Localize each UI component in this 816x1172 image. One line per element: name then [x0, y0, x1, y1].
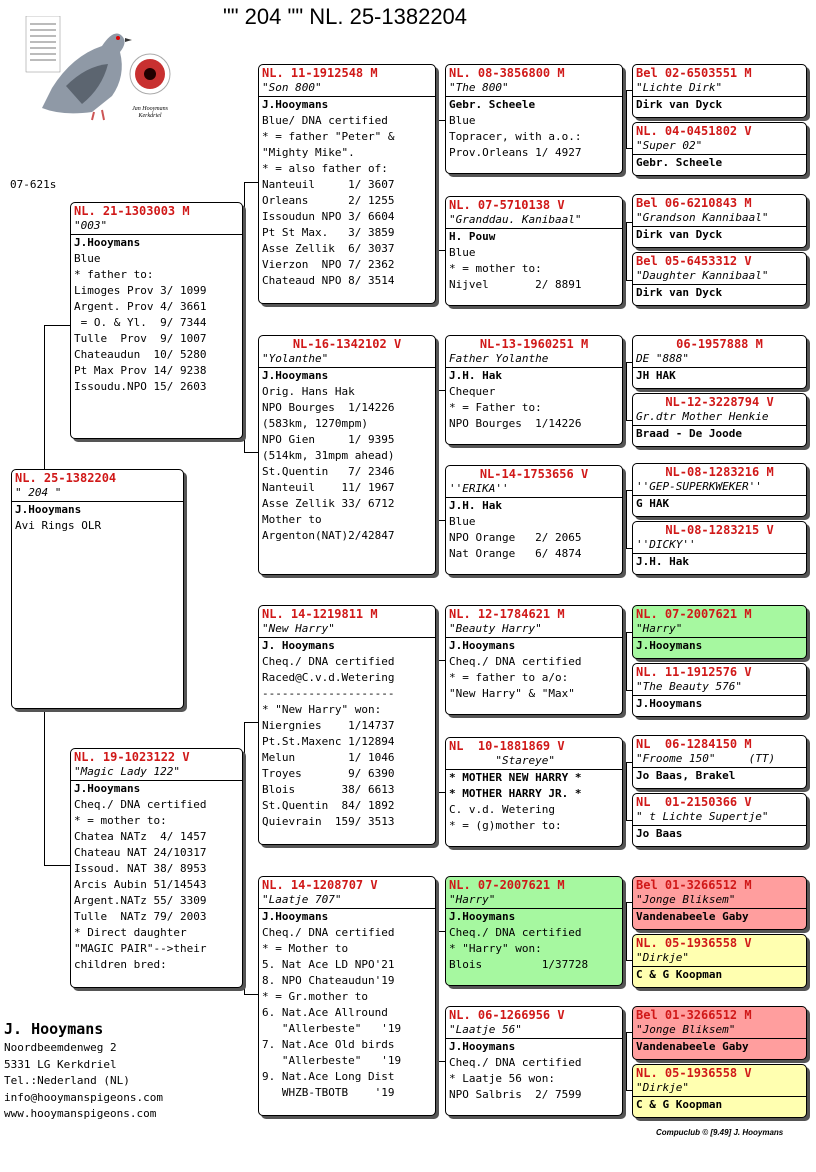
pigeon-card-p0 [11, 469, 184, 709]
pigeon-card-p15 [632, 64, 807, 118]
info-line: Chequer [449, 385, 496, 398]
pigeon-name: "Laatje 56" [446, 1023, 622, 1039]
tree-connector [244, 182, 245, 452]
ring-number: NL. 12-1784621 M [449, 607, 565, 621]
tree-connector [244, 182, 258, 183]
owner-line: J.H. Hak [636, 555, 689, 568]
info-line: Orig. Hans Hak [262, 385, 355, 398]
info-line: Melun 1/ 1046 [262, 751, 395, 764]
owner-line: Jo Baas [636, 827, 683, 840]
info-line: Avi Rings OLR [15, 519, 102, 532]
info-line: Argent.NATz 55/ 3309 [74, 894, 207, 907]
owner-line: Vandenabeele Gaby [636, 910, 749, 923]
ring-number: NL. 07-2007621 M [449, 878, 565, 892]
ring-number: NL. 04-0451802 V [636, 124, 752, 138]
tree-connector [623, 548, 632, 549]
pigeon-name: DE "888" [633, 352, 806, 368]
info-line: Blue/ DNA certified [262, 114, 388, 127]
pigeon-name: "Laatje 707" [259, 893, 435, 909]
owner-line: Vandenabeele Gaby [636, 1040, 749, 1053]
info-line: Cheq./ DNA certified [449, 926, 582, 939]
tree-connector [436, 390, 445, 391]
info-line: Blois 38/ 6613 [262, 783, 395, 796]
owner-line: J.Hooymans [262, 98, 329, 111]
tree-connector [244, 452, 258, 453]
tree-connector [626, 362, 627, 420]
owner-line: Gebr. Scheele [449, 98, 536, 111]
pigeon-name: "The Beauty 576" [633, 680, 806, 696]
info-line: (583km, 1270mpm) [262, 417, 368, 430]
tree-connector [623, 148, 632, 149]
pigeon-card-p13 [445, 876, 623, 986]
ring-number: NL. 08-3856800 M [449, 66, 565, 80]
ring-number: NL. 05-1936558 V [636, 936, 752, 950]
pigeon-name: ''DICKY'' [633, 538, 806, 554]
ring-number: NL-13-1960251 M [479, 337, 589, 351]
pigeon-card-p5 [258, 605, 436, 845]
info-line: Nijvel 2/ 8891 [449, 278, 582, 291]
pigeon-name: ''ERIKA'' [446, 482, 622, 498]
ring-number: NL. 14-1208707 V [262, 878, 378, 892]
info-line: "Mighty Mike". [262, 146, 355, 159]
breeder-city: 5331 LG Kerkdriel [4, 1057, 117, 1071]
info-line: St.Quentin 7/ 2346 [262, 465, 395, 478]
info-line: * = Father to: [449, 401, 542, 414]
tree-connector [623, 280, 632, 281]
info-line: * = mother to: [449, 262, 542, 275]
owner-line: J.Hooymans [449, 910, 516, 923]
info-line: Argent. Prov 4/ 3661 [74, 300, 207, 313]
breeder-info [4, 1018, 163, 1123]
owner-line: G HAK [636, 497, 670, 510]
pedigree-code: 07-621s [10, 178, 57, 191]
pigeon-card-p28 [632, 934, 807, 988]
pigeon-card-p24 [632, 663, 807, 717]
pigeon-card-p17 [632, 194, 807, 248]
pigeon-card-p26 [632, 793, 807, 847]
pigeon-card-p6 [258, 876, 436, 1116]
pigeon-name: " 204 " [12, 486, 183, 502]
tree-connector [623, 222, 632, 223]
pigeon-card-p3 [258, 64, 436, 304]
info-line: (514km, 31mpm ahead) [262, 449, 395, 462]
info-line: Quievrain 159/ 3513 [262, 815, 395, 828]
info-line: Blue [449, 114, 476, 127]
pigeon-name: "Froome 150" (TT) [633, 752, 806, 768]
info-line: Blue [74, 252, 101, 265]
tree-connector [626, 902, 627, 960]
pigeon-name: "Dirkje" [633, 951, 806, 967]
owner-line: Gebr. Scheele [636, 156, 723, 169]
owner-line: Jo Baas, Brakel [636, 769, 736, 782]
info-line: Pt Max Prov 14/ 9238 [74, 364, 207, 377]
breeder-website[interactable]: www.hooymanspigeons.com [4, 1107, 157, 1120]
info-line: Cheq./ DNA certified [74, 798, 207, 811]
ring-number: NL. 07-2007621 M [636, 607, 752, 621]
tree-connector [623, 420, 632, 421]
info-line: * MOTHER HARRY JR. * [449, 787, 582, 800]
pigeon-card-p11 [445, 605, 623, 715]
tree-connector [44, 325, 45, 469]
ring-number: Bel 05-6453312 V [636, 254, 752, 268]
pigeon-name: "Daughter Kannibaal" [633, 269, 806, 285]
tree-connector [623, 1032, 632, 1033]
tree-connector [626, 90, 627, 148]
owner-line: J.Hooymans [636, 697, 703, 710]
owner-line: * MOTHER NEW HARRY * [449, 771, 582, 784]
tree-connector [623, 690, 632, 691]
pigeon-card-p20 [632, 393, 807, 447]
owner-line: Braad - De Joode [636, 427, 742, 440]
tree-connector [438, 931, 439, 1061]
tree-connector [244, 722, 258, 723]
info-line: NPO Bourges 1/14226 [262, 401, 395, 414]
pigeon-card-p30 [632, 1064, 807, 1118]
ring-number: NL 06-1284150 M [636, 737, 752, 751]
pigeon-card-p23 [632, 605, 807, 659]
tree-connector [623, 632, 632, 633]
tree-connector [44, 709, 45, 865]
pigeon-card-p9 [445, 335, 623, 445]
owner-line: Dirk van Dyck [636, 286, 723, 299]
pigeon-card-p16 [632, 122, 807, 176]
info-line: 5. Nat Ace LD NPO'21 [262, 958, 395, 971]
pigeon-name: "Harry" [633, 622, 806, 638]
pigeon-name: "Granddau. Kanibaal" [446, 213, 622, 229]
tree-connector [244, 994, 258, 995]
ring-number: NL. 05-1936558 V [636, 1066, 752, 1080]
tree-connector [626, 490, 627, 548]
info-line: Argenton(NAT)2/42847 [262, 529, 395, 542]
info-line: Blue [449, 515, 476, 528]
breeder-name: J. Hooymans [4, 1020, 104, 1038]
tree-connector [438, 660, 439, 792]
info-line: NPO Orange 2/ 2065 [449, 531, 582, 544]
owner-line: C & G Koopman [636, 968, 723, 981]
info-line: C. v.d. Wetering [449, 803, 555, 816]
info-line: * = Mother to [262, 942, 349, 955]
footer-credit: Compuclub © [9.49] J. Hooymans [656, 1128, 784, 1137]
ring-number: 06-1957888 M [676, 337, 763, 351]
logo-text-1: Jan Hooymans [132, 106, 168, 112]
owner-line: J.Hooymans [262, 910, 329, 923]
pigeon-name: Father Yolanthe [446, 352, 622, 368]
pigeon-name: "Jonge Bliksem" [633, 893, 806, 909]
info-line: * Laatje 56 won: [449, 1072, 555, 1085]
ring-number: Bel 02-6503551 M [636, 66, 752, 80]
info-line: Arcis Aubin 51/14543 [74, 878, 207, 891]
pigeon-name: "Jonge Bliksem" [633, 1023, 806, 1039]
tree-connector [436, 792, 445, 793]
pigeon-card-p12 [445, 737, 623, 847]
tree-connector [623, 902, 632, 903]
tree-connector [623, 490, 632, 491]
tree-connector [438, 120, 439, 250]
tree-connector [436, 660, 445, 661]
tree-connector [623, 960, 632, 961]
owner-line: J.Hooymans [449, 639, 516, 652]
tree-connector [436, 120, 445, 121]
tree-connector [244, 722, 245, 994]
info-line: Blue [449, 246, 476, 259]
breeder-tel: Tel.:Nederland (NL) [4, 1074, 130, 1087]
info-line: * = father to a/o: [449, 671, 569, 684]
ring-number: NL. 21-1303003 M [74, 204, 190, 218]
info-line: Raced@C.v.d.Wetering [262, 671, 395, 684]
info-line: Tulle NATz 79/ 2003 [74, 910, 207, 923]
pigeon-name: "003" [71, 219, 242, 235]
pigeon-card-p7 [445, 64, 623, 174]
ring-number: Bel 01-3266512 M [636, 1008, 752, 1022]
tree-connector [626, 222, 627, 280]
pigeon-name: "Dirkje" [633, 1081, 806, 1097]
ring-number: NL. 19-1023122 V [74, 750, 190, 764]
info-line: Chateau NAT 24/10317 [74, 846, 207, 859]
info-line: Issoudu.NPO 15/ 2603 [74, 380, 207, 393]
breeder-email[interactable]: info@hooymanspigeons.com [4, 1090, 163, 1104]
info-line: 9. Nat.Ace Long Dist [262, 1070, 395, 1083]
owner-line: H. Pouw [449, 230, 496, 243]
pigeon-card-p29 [632, 1006, 807, 1060]
pigeon-name: "Son 800" [259, 81, 435, 97]
owner-line: Dirk van Dyck [636, 98, 723, 111]
info-line: 6. Nat.Ace Allround [262, 1006, 388, 1019]
pigeon-card-p2 [70, 748, 243, 988]
owner-line: J.Hooymans [74, 236, 141, 249]
info-line: Cheq./ DNA certified [449, 655, 582, 668]
info-line: Nanteuil 1/ 3607 [262, 178, 395, 191]
tree-connector [626, 1032, 627, 1090]
pigeon-card-p19 [632, 335, 807, 389]
info-line: Cheq./ DNA certified [262, 655, 395, 668]
pigeon-card-p4 [258, 335, 436, 575]
ring-number: NL-08-1283216 M [665, 465, 774, 479]
owner-line: J.H. Hak [449, 499, 502, 512]
info-line: * = also father of: [262, 162, 388, 175]
ring-number: NL-08-1283215 V [665, 523, 774, 537]
pigeon-logo [22, 16, 176, 126]
info-line: Asse Zellik 6/ 3037 [262, 242, 395, 255]
pigeon-card-p14 [445, 1006, 623, 1116]
owner-line: Dirk van Dyck [636, 228, 723, 241]
info-line: St.Quentin 84/ 1892 [262, 799, 395, 812]
info-line: -------------------- [262, 687, 395, 700]
info-line: children bred: [74, 958, 167, 971]
pedigree-title: "" 204 "" NL. 25-1382204 [222, 4, 468, 29]
info-line: Troyes 9/ 6390 [262, 767, 395, 780]
info-line: Chateaud NPO 8/ 3514 [262, 274, 395, 287]
info-line: Chateaudun 10/ 5280 [74, 348, 207, 361]
pigeon-card-p1 [70, 202, 243, 439]
info-line: Limoges Prov 3/ 1099 [74, 284, 207, 297]
ring-number: NL. 25-1382204 [15, 471, 117, 485]
ring-number: NL-12-3228794 V [665, 395, 774, 409]
info-line: Nat Orange 6/ 4874 [449, 547, 582, 560]
info-line: Issoud. NAT 38/ 8953 [74, 862, 207, 875]
ring-number: NL. 14-1219811 M [262, 607, 378, 621]
owner-line: J.Hooymans [74, 782, 141, 795]
info-line: * = (g)mother to: [449, 819, 562, 832]
info-line: * = Gr.mother to [262, 990, 368, 1003]
info-line: Asse Zellik 33/ 6712 [262, 497, 395, 510]
tree-connector [436, 931, 445, 932]
info-line: NPO Gien 1/ 9395 [262, 433, 395, 446]
owner-line: J.Hooymans [449, 1040, 516, 1053]
pigeon-card-p21 [632, 463, 807, 517]
pigeon-card-p8 [445, 196, 623, 306]
pigeon-card-p10 [445, 465, 623, 575]
info-line: Nanteuil 11/ 1967 [262, 481, 395, 494]
pigeon-name: "Super 02" [633, 139, 806, 155]
owner-line: J. Hooymans [262, 639, 335, 652]
pigeon-name: " t Lichte Supertje" [633, 810, 806, 826]
pigeon-name: "Lichte Dirk" [633, 81, 806, 97]
info-line: Pt.St.Maxenc 1/12894 [262, 735, 395, 748]
tree-connector [623, 1090, 632, 1091]
info-line: Chatea NATz 4/ 1457 [74, 830, 207, 843]
info-line: Vierzon NPO 7/ 2362 [262, 258, 395, 271]
info-line: * "New Harry" won: [262, 703, 382, 716]
tree-connector [623, 820, 632, 821]
info-line: * = father "Peter" & [262, 130, 395, 143]
ring-number: NL. 07-5710138 V [449, 198, 565, 212]
pigeon-name: ''GEP-SUPERKWEKER'' [633, 480, 806, 496]
pigeon-card-p18 [632, 252, 807, 306]
owner-line: C & G Koopman [636, 1098, 723, 1111]
pigeon-name: "The 800" [446, 81, 622, 97]
pigeon-name: "Stareye" [446, 754, 622, 770]
tree-connector [626, 762, 627, 820]
tree-connector [623, 362, 632, 363]
breeder-address: Noordbeemdenweg 2 [4, 1041, 117, 1054]
info-line: Blois 1/37728 [449, 958, 589, 971]
tree-connector [436, 250, 445, 251]
logo-text-2: Kerkdriel [138, 113, 162, 119]
owner-line: J.H. Hak [449, 369, 502, 382]
pigeon-name: "Beauty Harry" [446, 622, 622, 638]
tree-connector [623, 762, 632, 763]
info-line: NPO Salbris 2/ 7599 [449, 1088, 582, 1101]
info-line: Prov.Orleans 1/ 4927 [449, 146, 582, 159]
tree-connector [44, 325, 70, 326]
info-line: 8. NPO Chateaudun'19 [262, 974, 395, 987]
info-line: 7. Nat.Ace Old birds [262, 1038, 395, 1051]
ring-number: NL-14-1753656 V [479, 467, 589, 481]
owner-line: J.Hooymans [262, 369, 329, 382]
pigeon-name: "Magic Lady 122" [71, 765, 242, 781]
tree-connector [626, 632, 627, 690]
ring-number: NL. 11-1912576 V [636, 665, 752, 679]
pigeon-card-p22 [632, 521, 807, 575]
tree-connector [44, 865, 70, 866]
ring-number: Bel 01-3266512 M [636, 878, 752, 892]
ring-number: NL 10-1881869 V [449, 739, 565, 753]
pigeon-name: Gr.dtr Mother Henkie [633, 410, 806, 426]
tree-connector [436, 1061, 445, 1062]
info-line: * Direct daughter [74, 926, 187, 939]
info-line: NPO Bourges 1/14226 [449, 417, 582, 430]
pigeon-name: "Yolanthe" [259, 352, 435, 368]
owner-line: J.Hooymans [15, 503, 82, 516]
info-line: = O. & Yl. 9/ 7344 [74, 316, 207, 329]
info-line: * = mother to: [74, 814, 167, 827]
pigeon-name: "Harry" [446, 893, 622, 909]
info-line: Topracer, with a.o.: [449, 130, 582, 143]
info-line: WHZB-TBOTB '19 [262, 1086, 395, 1099]
tree-connector [438, 390, 439, 520]
pigeon-card-p25 [632, 735, 807, 789]
info-line: Cheq./ DNA certified [449, 1056, 582, 1069]
info-line: "Allerbeste" '19 [262, 1022, 402, 1035]
ring-number: Bel 06-6210843 M [636, 196, 752, 210]
pigeon-card-p27 [632, 876, 807, 930]
info-line: "New Harry" & "Max" [449, 687, 575, 700]
owner-line: J.Hooymans [636, 639, 703, 652]
ring-number: NL. 06-1266956 V [449, 1008, 565, 1022]
tree-connector [623, 90, 632, 91]
owner-line: JH HAK [636, 369, 676, 382]
info-line: * "Harry" won: [449, 942, 542, 955]
info-line: * father to: [74, 268, 154, 281]
info-line: "MAGIC PAIR"-->their [74, 942, 207, 955]
info-line: Mother to [262, 513, 322, 526]
ring-number: NL 01-2150366 V [636, 795, 752, 809]
pigeon-name: "Grandson Kannibaal" [633, 211, 806, 227]
info-line: Tulle Prov 9/ 1007 [74, 332, 207, 345]
info-line: Orleans 2/ 1255 [262, 194, 395, 207]
ring-number: NL-16-1342102 V [292, 337, 402, 351]
info-line: "Allerbeste" '19 [262, 1054, 402, 1067]
info-line: Issoudun NPO 3/ 6604 [262, 210, 395, 223]
info-line: Niergnies 1/14737 [262, 719, 395, 732]
pigeon-name: "New Harry" [259, 622, 435, 638]
info-line: Cheq./ DNA certified [262, 926, 395, 939]
tree-connector [436, 520, 445, 521]
info-line: Pt St Max. 3/ 3859 [262, 226, 395, 239]
ring-number: NL. 11-1912548 M [262, 66, 378, 80]
